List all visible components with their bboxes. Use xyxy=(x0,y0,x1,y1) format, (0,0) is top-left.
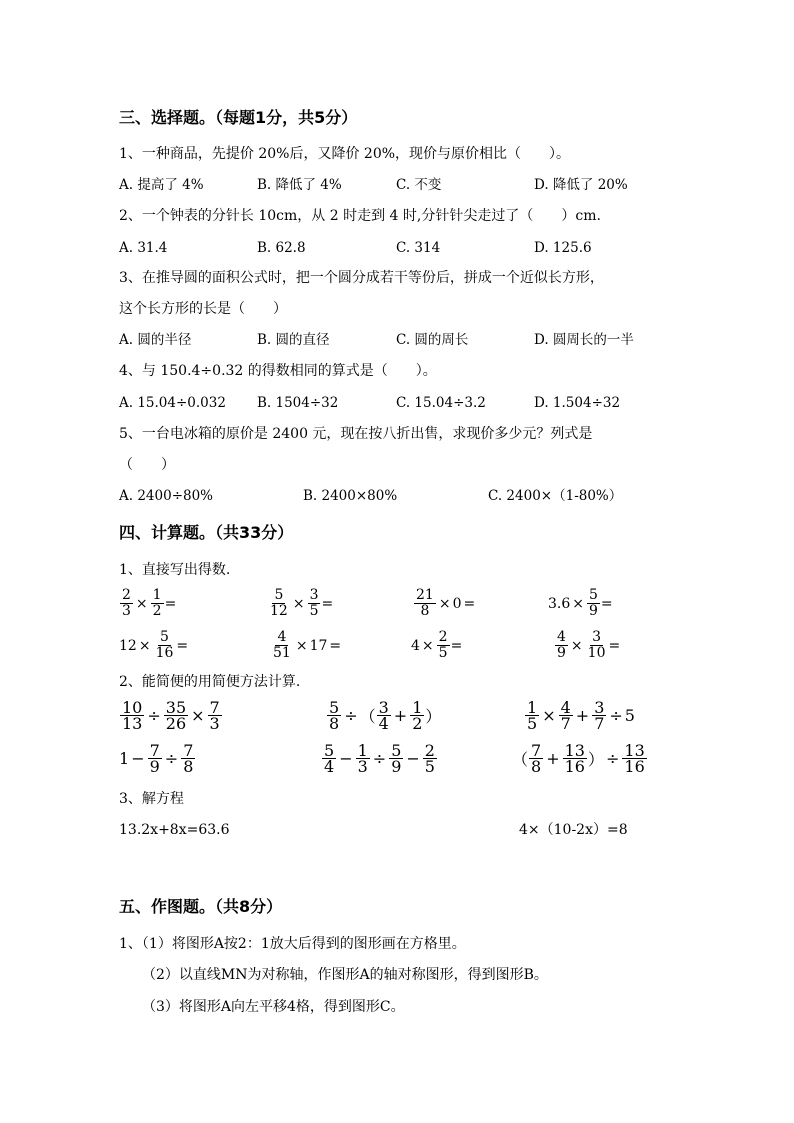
q5-option-b: B. 2400×80% xyxy=(303,488,398,504)
calc-2-2: $\frac{4}{51}$ × 17 = xyxy=(273,629,342,661)
question-3-text-line2: 这个长方形的长是（ ） xyxy=(119,301,287,317)
question-1-text: 1、一种商品，先提价 20%后，又降价 20%，现价与原价相比（ ）。 xyxy=(119,146,571,162)
simplify-5: 5 4 − $\frac{1}{3}$ ÷ $\frac{5}{9}$ − $\frac{2}{5}$ xyxy=(324,741,435,776)
simplify-4: 1 − $\frac{7}{9}$ ÷ $\frac{7}{8}$ xyxy=(119,741,194,776)
q3-option-c: C. 圆的周长 xyxy=(396,332,469,348)
section-3-title: 三、选择题。（每题1分，共5分） xyxy=(119,108,358,127)
q4-option-d: D. 1.504÷32 xyxy=(534,395,621,411)
q4-option-c: C. 15.04÷3.2 xyxy=(396,395,486,411)
q4-option-a: A. 15.04÷0.032 xyxy=(119,395,226,411)
section-4-title: 四、计算题。（共33分） xyxy=(119,523,294,542)
q2-option-c: C. 314 xyxy=(396,240,441,256)
q3-option-a: A. 圆的半径 xyxy=(119,332,192,348)
simplify-1: $\frac{10}{13}$ ÷ $\frac{35}{26}$ × $\frac{7}{3}$ xyxy=(122,698,220,733)
q1-option-c: C. 不变 xyxy=(396,177,442,193)
calc-2-3: 4 × $\frac{2}{5}$ = xyxy=(411,629,463,661)
calc-1-2: $\frac{5}{12}$ × $\frac{3}{5}$ = xyxy=(270,587,334,619)
calc-1-1: $\frac{2}{3}$ × $\frac{1}{2}$ = xyxy=(122,587,177,619)
q3-option-d: D. 圆周长的一半 xyxy=(534,332,634,348)
question-5-text-line1: 5、一台电冰箱的原价是 2400 元，现在按八折出售，求现价多少元？列式是 xyxy=(119,426,593,442)
simplify-3: $\frac{1}{5}$ × $\frac{4}{7}$ + $\frac{3}{7}$ ÷ 5 xyxy=(527,698,635,733)
q1-option-a: A. 提高了 4% xyxy=(119,177,204,193)
q1-option-d: D. 降低了 20% xyxy=(534,177,628,193)
q3-option-b: B. 圆的直径 xyxy=(257,332,330,348)
q1-option-b: B. 降低了 4% xyxy=(257,177,342,193)
calc-1-3: $\frac{21}{8}$ × 0 = xyxy=(416,587,476,619)
simplify-6: （ 7 8 + $\frac{13}{16}$ ） ÷ $\frac{13}{16}$ xyxy=(512,741,645,776)
simplify-2: $\frac{5}{8}$ ÷ （ 3 4 + $\frac{1}{2}$ ） xyxy=(329,698,442,733)
drawing-task-3: （3）将图形A向左平移4格，得到图形C。 xyxy=(142,999,405,1015)
section-5-title: 五、作图题。（共8分） xyxy=(119,897,283,916)
question-2-text: 2、一个钟表的分针长 10cm，从 2 时走到 4 时,分针针尖走过了（ ）cm. xyxy=(119,208,601,224)
question-4-text: 4、与 150.4÷0.32 的得数相同的算式是（ ）。 xyxy=(119,363,437,379)
q2-option-a: A. 31.4 xyxy=(119,240,168,256)
part-2-heading: 2、能简便的用简便方法计算. xyxy=(119,674,301,690)
question-5-text-line2: （ ） xyxy=(119,457,175,473)
q2-option-d: D. 125.6 xyxy=(534,240,592,256)
q4-option-b: B. 1504÷32 xyxy=(257,395,339,411)
part-3-heading: 3、解方程 xyxy=(119,791,184,807)
question-3-text-line1: 3、在推导圆的面积公式时，把一个圆分成若干等份后，拼成一个近似长方形， xyxy=(119,270,604,286)
part-1-heading: 1、直接写出得数. xyxy=(119,562,231,578)
equation-2: 4×（10-2x）=8 xyxy=(519,822,628,838)
calc-2-4: $\frac{4}{9}$ × $\frac{3}{10}$ = xyxy=(557,629,621,661)
drawing-task-2: （2）以直线MN为对称轴，作图形A的轴对称图形，得到图形B。 xyxy=(142,967,548,983)
q5-option-a: A. 2400÷80% xyxy=(119,488,214,504)
equation-1: 13.2x+8x=63.6 xyxy=(119,822,230,838)
q2-option-b: B. 62.8 xyxy=(257,240,306,256)
calc-1-4: 3.6 × $\frac{5}{9}$ = xyxy=(548,587,613,619)
calc-2-1: 12 × $\frac{5}{16}$ = xyxy=(119,629,189,661)
drawing-task-1: 1、（1）将图形A按2：1放大后得到的图形画在方格里。 xyxy=(119,936,466,952)
q5-option-c: C. 2400×（1-80%） xyxy=(488,488,623,504)
